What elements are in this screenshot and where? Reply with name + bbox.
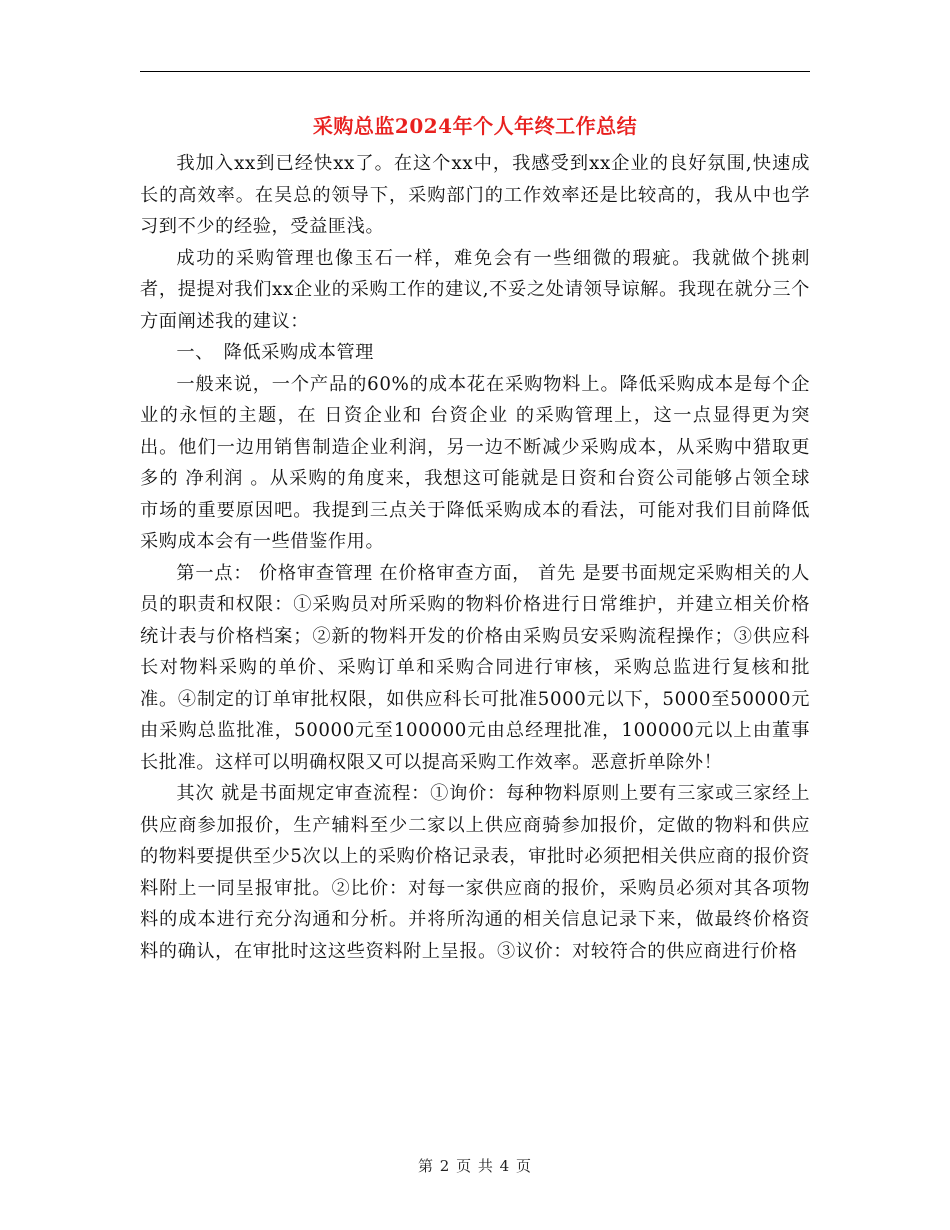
paragraph-review-process: 其次 就是书面规定审查流程：①询价：每种物料原则上要有三家或三家经上供应商参加报价，生产辅料至少二家以上供应商骑参加报价，定做的物料和供应的物料要提供至少5次以上的采购价格记录表，审批时必须把相关供应商的报价资料附上一同呈报审批。②比价：对每一家供应商的报价，采购员必须对其各项物料的成本进行充分沟通和分析。并将所沟通的相关信息记录下来，做最终价格资料的确认，在审批时这这些资料附上呈报。③议价：对较符合的供应商进行价格 [140,783,810,962]
paragraph-suggestions: 成功的采购管理也像玉石一样，难免会有一些细微的瑕疵。我就做个挑刺者，提提对我们xx企业的采购工作的建议,不妥之处请领导谅解。我现在就分三个方面阐述我的建议： [140,247,810,332]
page-footer: 第 2 页 共 4 页 [418,1157,532,1175]
header-rule [140,71,810,72]
document-title: 采购总监2024年个人年终工作总结 [312,114,638,138]
document-body [140,148,810,967]
section-heading-1: 一、 降低采购成本管理 [176,342,374,363]
paragraph-cost-reduction: 一般来说，一个产品的60%的成本花在采购物料上。降低采购成本是每个企业的永恒的主题，在 日资企业和 台资企业 的采购管理上，这一点显得更为突出。他们一边用销售制造企业利润，另一边不断减少采购成本，从采购中猎取更多的 净利润 。从采购的角度来，我想这可能就是日资和台资公司能够占领全球市场的重要原因吧。我提到三点关于降低采购成本的看法，可能对我们目前降低采购成本会有一些借鉴作用。 [140,373,810,552]
paragraph-intro: 我加入xx到已经快xx了。在这个xx中，我感受到xx企业的良好氛围,快速成长的高效率。在吴总的领导下，采购部门的工作效率还是比较高的，我从中也学习到不少的经验，受益匪浅。 [140,153,810,237]
paragraph-price-review: 第一点： 价格审查管理 在价格审查方面， 首先 是要书面规定采购相关的人员的职责和权限：①采购员对所采购的物料价格进行日常维护，并建立相关价格统计表与价格档案；②新的物料开发的价格由采购员安采购流程操作；③供应科长对物料采购的单价、采购订单和采购合同进行审核，采购总监进行复核和批准。④制定的订单审批权限，如供应科长可批准5000元以下，5000至50000元由采购总监批准，50000元至100000元由总经理批准，100000元以上由董事长批准。这样可以明确权限又可以提高采购工作效率。恶意折单除外！ [140,562,810,773]
